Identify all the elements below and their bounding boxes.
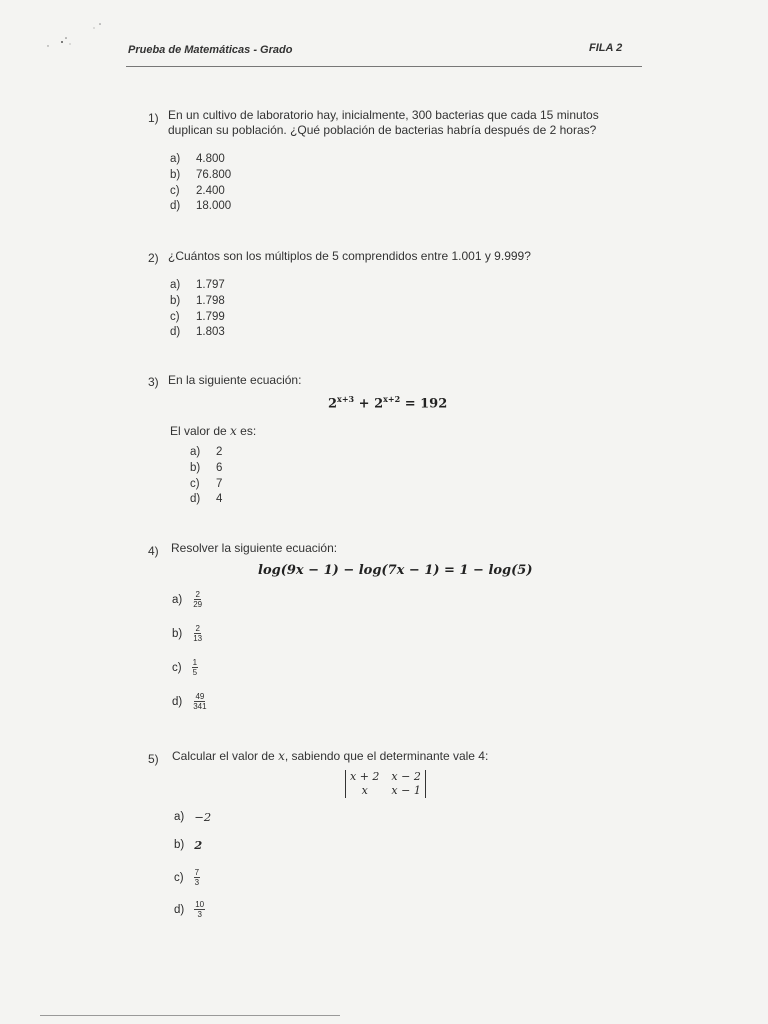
question-3-prompt [170,424,256,439]
eq-base: 2 [328,396,338,412]
matrix-cell: x [361,784,368,797]
option-value: 1.797 [196,279,225,291]
option-label: d) [174,903,185,916]
option-value: 1.798 [196,294,225,307]
prompt-variable: x [278,749,285,763]
question-4-number: 4) [148,544,159,558]
eq-rhs: = 192 [404,396,448,412]
option-label: b) [174,839,185,851]
fraction-numerator: 10 [195,900,205,909]
option-row[interactable] [174,838,202,852]
question-1-line-1: En un cultivo de laboratorio hay, inicialmente, 300 bacterias que cada 15 minutos [168,108,599,122]
fraction-denominator: 13 [193,634,203,643]
option-fraction [192,692,207,711]
question-2-text: ¿Cuántos son los múltiplos de 5 comprendidos entre 1.001 y 9.999? [168,249,531,263]
scan-specks [40,22,110,62]
fraction-numerator: 7 [194,868,200,877]
option-label: c) [170,310,180,323]
option-label: b) [170,168,181,181]
option-value: 2.400 [196,184,225,197]
option-row[interactable] [170,310,225,326]
option-label: b) [190,461,201,474]
question-4-equation: log(9x − 1) − log(7x − 1) = 1 − log(5) [258,563,533,578]
question-2-options [170,278,225,341]
eq-exponent: x+3 [337,394,355,404]
option-label: c) [170,184,180,197]
option-fraction [192,624,203,643]
option-value: 1.799 [196,310,225,323]
header-divider [126,66,642,67]
question-5-text [172,749,488,764]
question-3-number: 3) [148,375,159,389]
eq-plus: + [358,396,370,412]
option-value: 76.800 [196,168,232,181]
matrix-cell: x − 1 [391,784,421,797]
question-1-text [168,108,599,138]
option-label: c) [174,871,184,884]
footer-divider [40,1015,340,1016]
option-row[interactable] [190,477,222,493]
option-row[interactable] [190,445,222,461]
question-2-number: 2) [148,251,159,265]
option-label: a) [190,446,201,458]
determinant-matrix [345,770,426,798]
option-label: c) [172,661,182,674]
option-label: d) [170,200,181,213]
option-row[interactable] [170,278,225,294]
option-label: a) [170,279,181,291]
option-row[interactable] [170,294,225,310]
prompt-text: , sabiendo que el determinante vale 4: [284,749,489,763]
option-label: d) [170,326,181,339]
prompt-text: El valor de [170,424,227,438]
prompt-variable: x [230,424,237,438]
eq-exponent: x+2 [383,394,401,404]
question-3-options [190,445,222,508]
fraction-denominator: 3 [197,910,202,919]
fraction-denominator: 5 [192,668,198,677]
option-value: 1.803 [196,326,225,339]
fraction-denominator: 341 [193,702,207,711]
option-value: 2 [194,838,203,852]
question-1-options [170,152,231,215]
question-1-line-2: duplican su población. ¿Qué población de bacterias habría después de 2 horas? [168,123,597,137]
question-1-number: 1) [148,111,159,125]
option-value: 7 [216,477,223,490]
question-3-equation [328,394,447,411]
option-row[interactable] [170,168,231,184]
option-row[interactable] [172,624,203,643]
option-label: a) [170,153,181,165]
question-4-text: Resolver la siguiente ecuación: [171,541,338,555]
prompt-text: Calcular el valor de [172,749,275,763]
option-label: a) [172,593,183,606]
option-row[interactable] [172,692,208,711]
option-row[interactable] [174,810,211,824]
fraction-denominator: 29 [193,600,203,609]
fraction-numerator: 2 [195,590,200,599]
option-row[interactable] [172,658,198,677]
option-value: 2 [216,446,223,458]
question-5-number: 5) [148,752,159,766]
exam-row-label: FILA 2 [589,42,623,54]
option-row[interactable] [170,199,231,215]
fraction-numerator: 49 [195,692,205,701]
option-fraction [192,590,203,609]
option-fraction [192,658,198,677]
option-value: 18.000 [196,200,232,213]
option-fraction [194,900,205,919]
option-fraction [194,868,200,887]
option-label: b) [170,294,181,307]
question-3-text: En la siguiente ecuación: [168,373,302,387]
option-value: −2 [194,810,212,824]
fraction-numerator: 2 [195,624,200,633]
fraction-denominator: 3 [194,878,200,887]
prompt-text: es: [240,424,257,438]
option-value: 4 [216,493,223,506]
option-row[interactable] [190,461,222,477]
option-row[interactable] [170,184,231,200]
option-row[interactable] [170,325,225,341]
eq-base: 2 [374,396,384,412]
option-row[interactable] [170,152,231,168]
fraction-numerator: 1 [192,658,198,667]
option-label: d) [190,493,201,506]
option-label: c) [190,477,200,490]
option-label: d) [172,695,183,708]
matrix-cell: x + 2 [350,770,380,783]
option-row[interactable] [190,492,222,508]
option-row[interactable] [174,868,200,887]
option-label: a) [174,811,185,823]
option-value: 4.800 [196,153,225,165]
option-row[interactable] [172,590,203,609]
option-label: b) [172,627,183,640]
exam-title: Prueba de Matemáticas - Grado [128,44,293,56]
matrix-cell: x − 2 [391,770,421,783]
option-value: 6 [216,461,223,474]
option-row[interactable] [174,900,205,919]
